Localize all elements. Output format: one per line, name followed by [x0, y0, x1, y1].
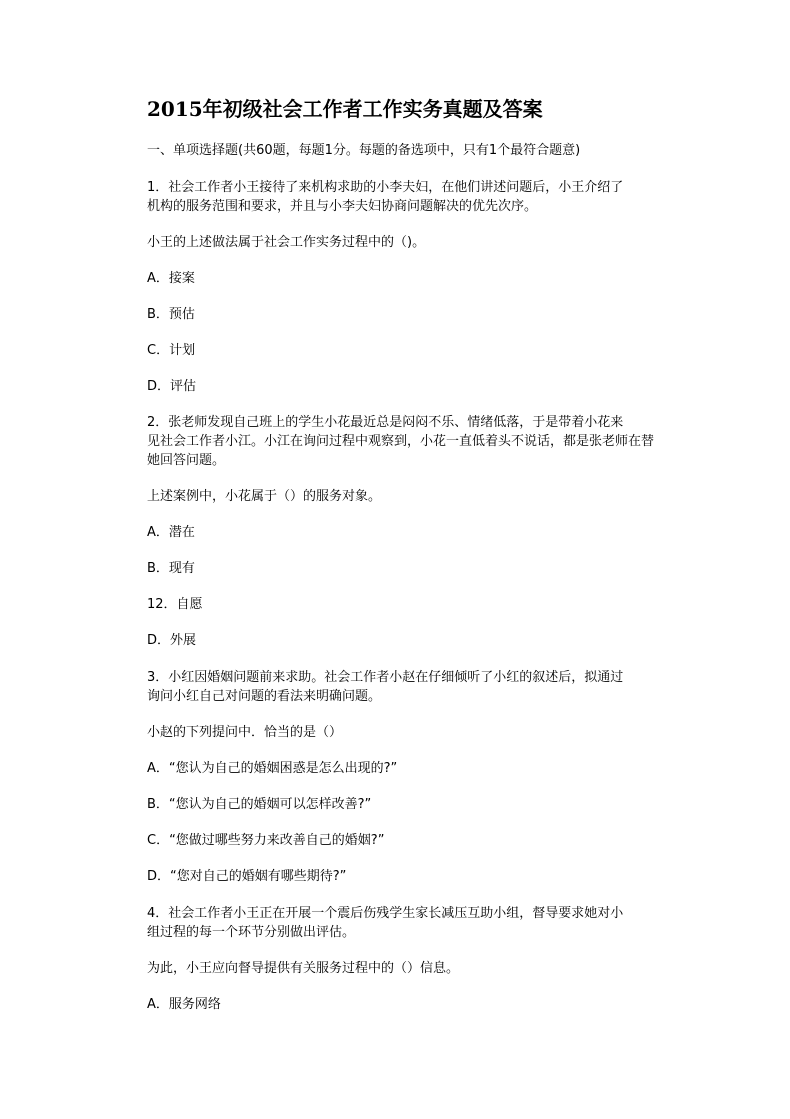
question-2-prompt: 上述案例中，小花属于（）的服务对象。: [147, 489, 382, 504]
question-3-option-c: C．“您做过哪些努力来改善自己的婚姻?”: [147, 833, 385, 848]
question-3-option-a: A．“您认为自己的婚姻困惑是怎么出现的?”: [147, 761, 398, 776]
question-1-option-c: C．计划: [147, 343, 196, 358]
question-1-option-d: D．评估: [147, 379, 197, 394]
question-3-prompt: 小赵的下列提问中．恰当的是（）: [147, 725, 343, 740]
question-4-prompt: 为此，小王应向督导提供有关服务过程中的（）信息。: [147, 961, 460, 976]
question-3-option-b: B．“您认为自己的婚姻可以怎样改善?”: [147, 797, 372, 812]
document-title: 2015年初级社会工作者工作实务真题及答案: [147, 97, 543, 121]
question-4-stem-line-2: 组过程的每一个环节分别做出评估。: [147, 925, 356, 940]
question-4-option-a: A．服务网络: [147, 997, 221, 1012]
question-4-stem-line-1: 4．社会工作者小王正在开展一个震后伤残学生家长减压互助小组，督导要求她对小: [147, 906, 624, 921]
question-3-stem-line-2: 询问小红自己对问题的看法来明确问题。: [147, 689, 382, 704]
question-2-stem-line-2: 见社会工作者小江。小江在询问过程中观察到，小花一直低着头不说话，都是张老师在替: [147, 434, 655, 449]
question-3-stem-line-1: 3．小红因婚姻问题前来求助。社会工作者小赵在仔细倾听了小红的叙述后，拟通过: [147, 670, 624, 685]
question-1-stem-line-2: 机构的服务范围和要求，并且与小李夫妇协商问题解决的优先次序。: [147, 199, 538, 214]
question-2-stem-line-1: 2．张老师发现自己班上的学生小花最近总是闷闷不乐、情绪低落，于是带着小花来: [147, 415, 624, 430]
question-1-option-b: B．预估: [147, 307, 195, 322]
question-2-option-a: A．潜在: [147, 525, 195, 540]
question-2-option-b: B．现有: [147, 561, 195, 576]
question-1-prompt: 小王的上述做法属于社会工作实务过程中的（)。: [147, 235, 426, 250]
question-2-option-d: D．外展: [147, 633, 197, 648]
question-1-stem-line-1: 1．社会工作者小王接待了来机构求助的小李夫妇，在他们讲述问题后，小王介绍了: [147, 180, 624, 195]
section-heading: 一、单项选择题(共60题，每题1分。每题的备选项中，只有1个最符合题意): [147, 143, 581, 158]
question-1-option-a: A．接案: [147, 271, 195, 286]
question-3-option-d: D．“您对自己的婚姻有哪些期待?”: [147, 869, 347, 884]
question-2-stem-line-3: 她回答问题。: [147, 453, 226, 468]
question-2-option-c: 12．自愿: [147, 597, 203, 612]
